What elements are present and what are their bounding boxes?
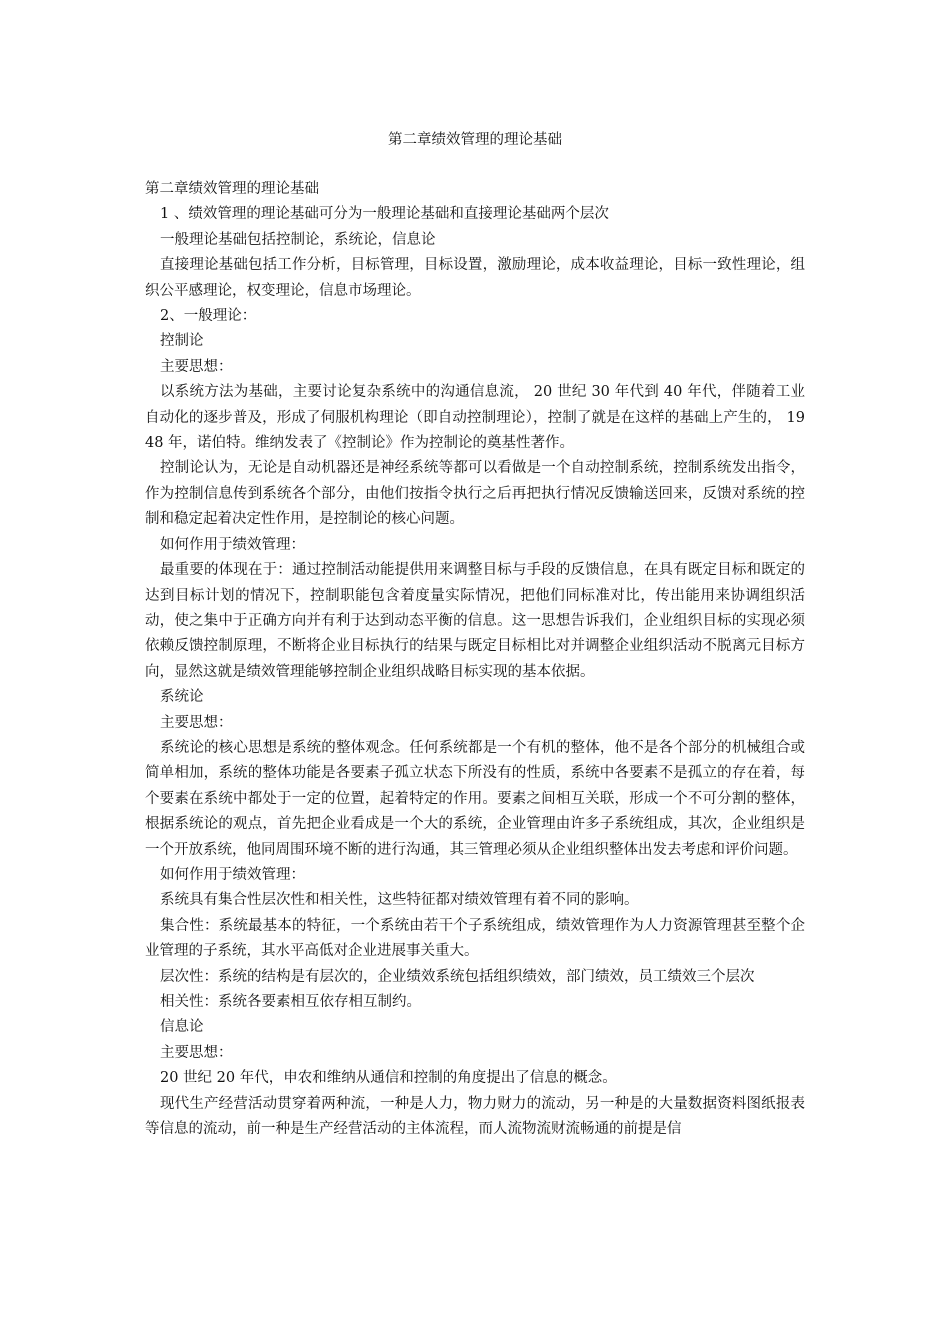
paragraph: 一般理论基础包括控制论，系统论，信息论 (160, 231, 436, 248)
paragraph: 以系统方法为基础，主要讨论复杂系统中的沟通信息流， 20 世纪 30 年代到 40 年代，伴随着工业自动化的逐步普及，形成了伺服机构理论（即自动控制理论），控制了就是在这样的基础上产生的， 1948 年，诺伯特。维纳发表了《控制论》作为控制论的奠基性著作。 (145, 384, 805, 452)
document-body (145, 177, 805, 1142)
paragraph: 现代生产经营活动贯穿着两种流，一种是人力，物力财力的流动，另一种是的大量数据资料图纸报表等信息的流动，前一种是生产经营活动的主体流程，而人流物流财流畅通的前提是信 (145, 1095, 805, 1138)
paragraph: 直接理论基础包括工作分析，目标管理，目标设置，激励理论，成本收益理论，目标一致性理论，组织公平感理论，权变理论，信息市场理论。 (145, 257, 805, 299)
paragraph: 最重要的体现在于：通过控制活动能提供用来调整目标与手段的反馈信息，在具有既定目标和既定的达到目标计划的情况下，控制职能包含着度量实际情况，把他们同标准对比，传出能用来协调组织活动，使之集中于正确方向并有利于达到动态平衡的信息。这一思想告诉我们，企业组织目标的实现必须依赖反馈控制原理，不断将企业目标执行的结果与既定目标相比对并调整企业组织活动不脱离元目标方向，显然这就是绩效管理能够控制企业组织战略目标实现的基本依据。 (145, 562, 805, 680)
paragraph-label: 主要思想： (160, 714, 233, 731)
paragraph: 系统具有集合性层次性和相关性，这些特征都对绩效管理有着不同的影响。 (160, 892, 639, 909)
paragraph: 20 世纪 20 年代，申农和维纳从通信和控制的角度提出了信息的概念。 (160, 1070, 617, 1087)
paragraph-label: 主要思想： (160, 358, 233, 375)
subsection-heading: 控制论 (160, 333, 204, 350)
paragraph-label: 如何作用于绩效管理： (160, 536, 305, 553)
paragraph: 相关性：系统各要素相互依存相互制约。 (160, 994, 421, 1010)
section-heading: 2、一般理论： (160, 308, 257, 325)
paragraph: 1 、绩效管理的理论基础可分为一般理论基础和直接理论基础两个层次 (160, 206, 609, 223)
subsection-heading: 信息论 (160, 1019, 204, 1036)
chapter-heading: 第二章绩效管理的理论基础 (145, 181, 319, 197)
paragraph-label: 如何作用于绩效管理： (160, 866, 305, 883)
paragraph: 控制论认为，无论是自动机器还是神经系统等都可以看做是一个自动控制系统，控制系统发出指令，作为控制信息传到系统各个部分，由他们按指令执行之后再把执行情况反馈输送回来，反馈对系统的控制和稳定起着决定性作用，是控制论的核心问题。 (145, 460, 805, 528)
document-title: 第二章绩效管理的理论基础 (388, 132, 562, 148)
paragraph: 系统论的核心思想是系统的整体观念。任何系统都是一个有机的整体，他不是各个部分的机械组合或简单相加，系统的整体功能是各要素子孤立状态下所没有的性质，系统中各要素不是孤立的存在着，每个要素在系统中都处于一定的位置，起着特定的作用。要素之间相互关联，形成一个不可分割的整体，根据系统论的观点，首先把企业看成是一个大的系统，企业管理由许多子系统组成，其次，企业组织是一个开放系统，他同周围环境不断的进行沟通，其三管理必须从企业组织整体出发去考虑和评价问题。 (145, 739, 805, 858)
paragraph: 层次性：系统的结构是有层次的，企业绩效系统包括组织绩效，部门绩效，员工绩效三个层次 (160, 968, 755, 985)
paragraph: 集合性：系统最基本的特征，一个系统由若干个子系统组成，绩效管理作为人力资源管理甚至整个企业管理的子系统，其水平高低对企业进展事关重大。 (145, 917, 805, 960)
paragraph-label: 主要思想： (160, 1044, 233, 1061)
subsection-heading: 系统论 (160, 689, 204, 706)
